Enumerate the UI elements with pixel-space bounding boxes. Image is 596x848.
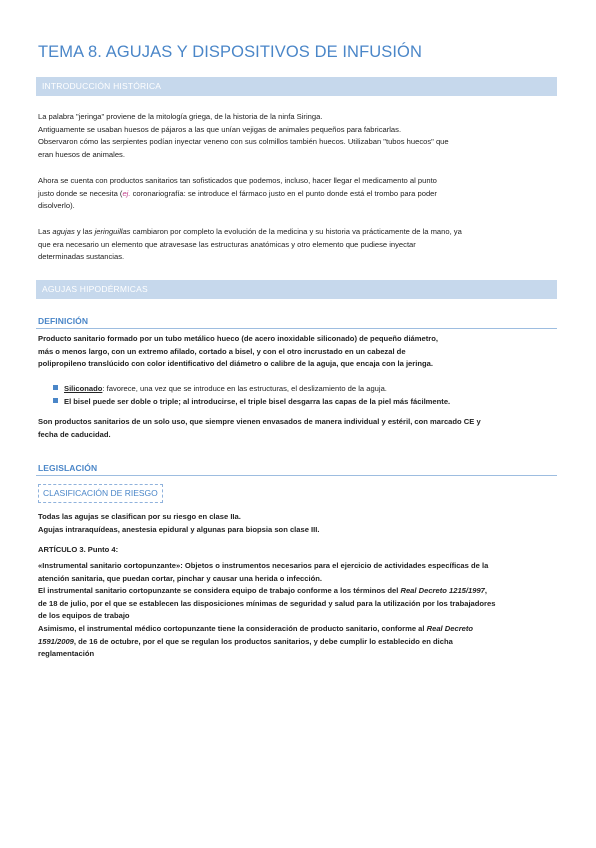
text-span: coronariografía: se introduce el fármaco justo en el punto donde está el trombo para poder: [130, 188, 437, 198]
text-line: Ahora se cuenta con productos sanitarios tan sofisticados que podemos, incluso, hacer llegar el medicamento al punto: [38, 176, 437, 185]
text-span: ,: [484, 586, 488, 596]
text-line: Todas las agujas se clasifican por su riesgo en clase IIa.: [38, 512, 241, 521]
divider: [36, 475, 557, 476]
intro-paragraph-3: [38, 226, 558, 264]
divider: [36, 328, 557, 329]
text-line: «Instrumental sanitario cortopunzante»: Objetos o instrumentos necesarios para el ejercicio de actividades específicas de la: [38, 561, 489, 570]
clasificacion-riesgo-heading: CLASIFICACIÓN DE RIESGO: [38, 484, 163, 503]
bullet-text: El bisel puede ser doble o triple; al introducirse, el triple bisel desgarra las capas de la piel más fácilmente.: [64, 397, 451, 406]
text-line: atención sanitaria, que puedan cortar, pinchar y causar una herida o infección.: [38, 573, 323, 583]
text-line: Son productos sanitarios de un solo uso, que siempre vienen envasados de manera individual y estéril, con marcado CE y: [38, 417, 481, 426]
text-line: de los equipos de trabajo: [38, 611, 130, 621]
text-line: La palabra "jeringa" proviene de la mitología griega, de la historia de la ninfa Siringa.: [38, 112, 323, 121]
section-header-agujas: AGUJAS HIPODÉRMICAS: [36, 280, 557, 299]
articulo-heading: [38, 544, 558, 557]
term-agujas: agujas: [52, 227, 75, 236]
articulo-body: [38, 560, 558, 661]
text-line: Observaron cómo las serpientes podían inyectar veneno con sus colmillos también huecos. Utilizaban "tubos huecos" que: [38, 137, 449, 147]
square-bullet-icon: [53, 385, 58, 390]
text-line: fecha de caducidad.: [38, 429, 111, 439]
text-line: [38, 585, 558, 598]
intro-paragraph-1: [38, 111, 558, 161]
legislacion-heading: LEGISLACIÓN: [38, 463, 98, 473]
text-span: , de 16 de octubre, por el que se regulan los productos sanitarios, y debe cumplir lo establecido en dicha: [73, 636, 453, 646]
text-line: determinadas sustancias.: [38, 252, 125, 262]
bullet-label: Siliconado: [64, 384, 103, 393]
bullet-item-siliconado: [53, 383, 387, 396]
text-line: [38, 226, 558, 239]
bullet-text: : favorece, una vez que se introduce en las estructuras, el deslizamiento de la aguja.: [102, 384, 387, 393]
text-line: [38, 623, 558, 636]
text-line: ARTÍCULO 3. Punto 4:: [38, 545, 119, 554]
definicion-heading: DEFINICIÓN: [38, 316, 89, 326]
term-jeringuillas: jeringuillas: [94, 227, 131, 236]
text-line: [38, 188, 558, 201]
text-line: de 18 de julio, por el que se establecen las disposiciones mínimas de seguridad y salud para la utilización por los trabajadores: [38, 598, 496, 608]
square-bullet-icon: [53, 398, 58, 403]
text-span: cambiaron por completo la evolución de la medicina y su historia va prácticamente de la mano, ya: [130, 227, 462, 236]
text-span: Asimismo, el instrumental médico cortopunzante tiene la consideración de producto sanitario, conforme al: [38, 623, 427, 633]
text-line: polipropileno translúcido con color identificativo del diámetro o calibre de la aguja, que encaja con la jeringa.: [38, 359, 433, 369]
text-line: disolverlo).: [38, 201, 75, 211]
text-line: eran huesos de animales.: [38, 149, 125, 159]
definicion-paragraph: [38, 333, 558, 371]
text-line: Agujas intraraquídeas, anestesia epidural y algunas para biopsia son clase III.: [38, 524, 320, 534]
bullet-item-bisel: [53, 396, 450, 409]
text-line: reglamentación: [38, 649, 95, 659]
page-title: TEMA 8. AGUJAS Y DISPOSITIVOS DE INFUSIÓN: [38, 43, 423, 61]
decree-ref: Real Decreto: [426, 623, 474, 633]
text-line: que era necesario un elemento que atravesase las estructuras anatómicas y otro elemento que pudiese inyectar: [38, 239, 416, 249]
text-span: El instrumental sanitario cortopunzante se considera equipo de trabajo conforme a los términos del: [38, 586, 401, 596]
decree-ref: 1591/2009: [38, 636, 74, 646]
text-span: y las: [74, 227, 95, 236]
text-span: justo donde se necesita (: [38, 188, 123, 198]
text-span: Las: [38, 227, 53, 236]
text-line: Producto sanitario formado por un tubo metálico hueco (de acero inoxidable siliconado) de pequeño diámetro,: [38, 334, 438, 343]
example-abbrev: ej.: [122, 188, 131, 198]
definicion-closing: [38, 416, 558, 441]
text-line: Antiguamente se usaban huesos de pájaros a las que unían vejigas de animales pequeños para fabricarlas.: [38, 124, 402, 134]
text-line: más o menos largo, con un extremo afilado, cortado a bisel, y con el otro incrustado en un cabezal de: [38, 346, 406, 356]
section-header-intro: INTRODUCCIÓN HISTÓRICA: [36, 77, 557, 96]
intro-paragraph-2: [38, 175, 558, 213]
legislacion-paragraph: [38, 511, 558, 536]
decree-ref: Real Decreto 1215/1997: [400, 586, 485, 596]
text-line: [38, 636, 558, 649]
